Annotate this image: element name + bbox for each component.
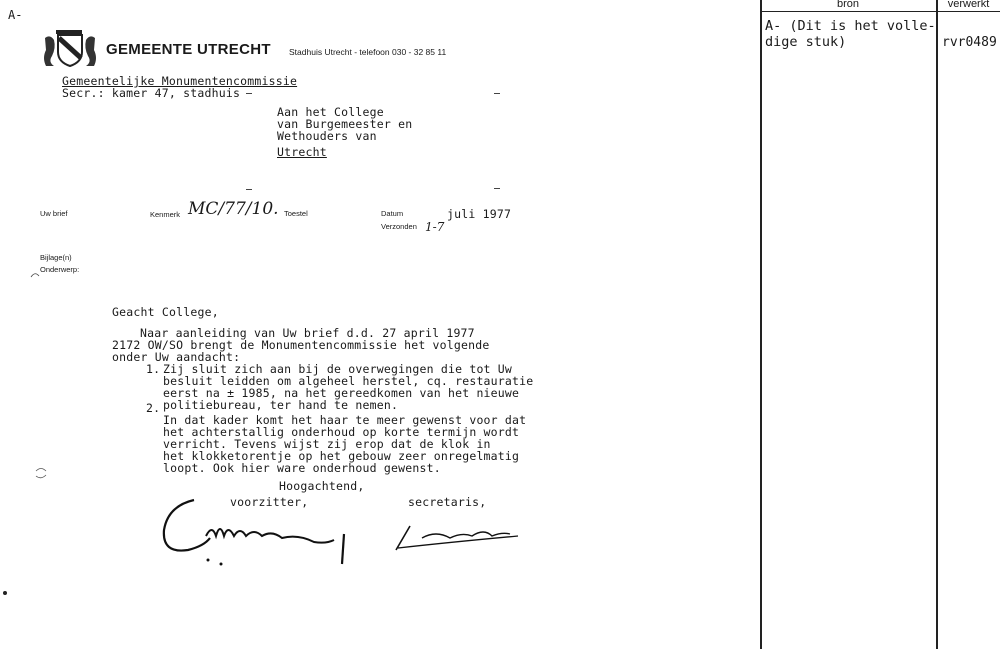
uw-brief-label: Uw brief <box>40 209 68 218</box>
chairman-label: voorzitter, <box>230 495 309 509</box>
verzonden-value: 1-7 <box>425 220 445 234</box>
table-border-left <box>760 0 762 649</box>
bron-line1: A- (Dit is het volle- <box>765 18 936 34</box>
item2-number: 2. <box>146 401 161 415</box>
kenmerk-label: Kenmerk <box>150 210 181 219</box>
salutation: Geacht College, <box>112 305 219 319</box>
onderwerp-label: Onderwerp: <box>40 265 80 274</box>
margin-dot <box>3 591 7 595</box>
toestel-label: Toestel <box>284 209 308 218</box>
fold-mark <box>246 189 252 190</box>
punch-hole-icon <box>30 266 40 274</box>
datum-label: Datum <box>381 209 404 218</box>
table-divider <box>936 0 938 649</box>
recipient-city: Utrecht <box>277 145 327 159</box>
coat-of-arms-icon <box>42 28 98 68</box>
verzonden-label: Verzonden <box>381 222 417 231</box>
item2-line5: loopt. Ook hier ware onderhoud gewenst. <box>163 461 441 475</box>
bijlage-label: Bijlage(n) <box>40 253 72 262</box>
item1-line4: politiebureau, ter hand te nemen. <box>163 398 399 412</box>
closing: Hoogachtend, <box>279 479 365 493</box>
recipient-line3: Wethouders van <box>277 129 377 143</box>
fold-mark <box>494 93 500 94</box>
intro-line3: onder Uw aandacht: <box>112 350 241 364</box>
secretary-label: secretaris, <box>408 495 487 509</box>
fold-mark <box>246 93 252 94</box>
intro-line1: Naar aanleiding van Uw brief d.d. 27 april 1977 <box>140 326 475 340</box>
page-marker: A- <box>8 8 23 22</box>
item2-line4: het klokketorentje op het gebouw zeer onregelmatig <box>163 449 520 463</box>
letterhead-address: Stadhuis Utrecht - telefoon 030 - 32 85 11 <box>289 47 447 57</box>
item1-number: 1. <box>146 362 161 376</box>
letterhead-name: GEMEENTE UTRECHT <box>106 41 271 58</box>
sender-line2: Secr.: kamer 47, stadhuis <box>62 86 241 100</box>
item1-line3: eerst na ± 1985, na het gereedkomen van het nieuwe <box>163 386 520 400</box>
bron-line2: dige stuk) <box>765 34 847 50</box>
header-verwerkt: verwerkt <box>947 0 990 10</box>
recipient-line1: Aan het College <box>277 105 384 119</box>
punch-hole-icon <box>34 466 48 478</box>
kenmerk-value: MC/77/10. <box>188 199 279 219</box>
item1-line2: besluit leidden om algeheel herstel, cq. restauratie <box>163 374 534 388</box>
table-header-border <box>760 11 1000 12</box>
item2-line1: In dat kader komt het haar te meer gewenst voor dat <box>163 413 527 427</box>
header-bron: bron <box>836 0 860 10</box>
recipient-line2: van Burgemeester en <box>277 117 413 131</box>
secretary-signature-icon <box>392 520 522 554</box>
item2-line2: het achterstallig onderhoud op korte termijn wordt <box>163 425 520 439</box>
chairman-signature-icon <box>158 494 358 569</box>
item2-line3: verricht. Tevens wijst zij erop dat de klok in <box>163 437 491 451</box>
intro-line2: 2172 OW/SO brengt de Monumentencommissie het volgende <box>112 338 490 352</box>
datum-value: juli 1977 <box>447 207 512 221</box>
verwerkt-value: rvr0489 <box>942 35 997 50</box>
fold-mark <box>494 188 500 189</box>
item1-line1: Zij sluit zich aan bij de overwegingen die tot Uw <box>163 362 513 376</box>
sender-line1: Gemeentelijke Monumentencommissie <box>62 74 298 88</box>
